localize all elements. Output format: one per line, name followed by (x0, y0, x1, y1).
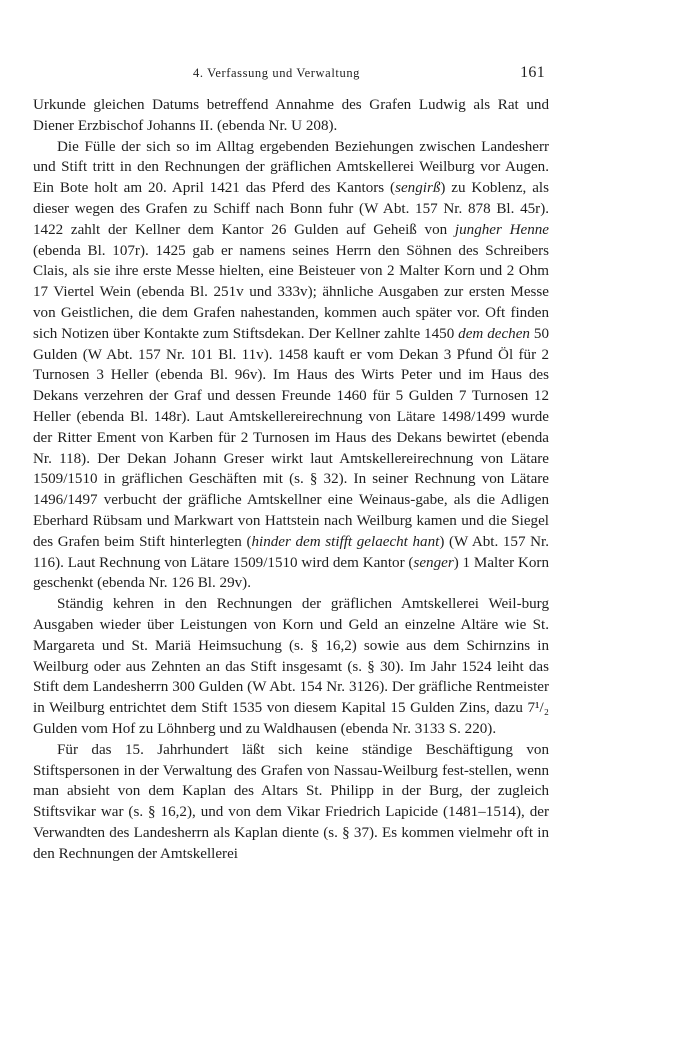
italic-term: jungher Henne (454, 221, 549, 238)
running-title: 4. Verfassung und Verwaltung (193, 66, 361, 80)
text-run: ) 1 Malter Korn geschenkt (ebenda Nr. 126 Bl. 29v). (33, 554, 549, 592)
text-run: 50 Gulden (W Abt. 157 Nr. 101 Bl. 11v). 1458 kauft er vom Dekan 3 Pfund Öl für 2 Turnosen 3 Heller (ebenda Bl. 96v). Im Haus des Wirts Peter und im Haus des Dekans verzehren der Graf und dessen Freunde 1460 für 5 Gulden 7 Turnosen 12 Heller (ebenda Bl. 148r). Laut Amtskellereirechnung von Lätare 1498/1499 wurde der Ritter Ement von Karben für 2 Turnosen im Haus des Dekans bewirtet (ebenda Nr. 118). Der Dekan Johann Greser wirkt laut Amtskellereirechnung von Lätare 1509/1510 in gräflichen Geschäften mit (s. § 32). In seiner Rechnung von Lätare 1496/1497 verbucht der gräfliche Amtskellner eine Weinaus-gabe, als die Adligen Eberhard Rübsam und Markwart von Hattstein nach Weilburg kamen und die Siegel des Grafen beim Stift hinterlegten ( (33, 325, 549, 550)
page-number: 161 (520, 64, 545, 81)
text-run: Urkunde gleichen Datums betreffend Annahme des Grafen Ludwig als Rat und Diener Erzbischof Johanns II. (ebenda Nr. U 208). (33, 97, 549, 134)
text-run: Ständig kehren in den Rechnungen der gräflichen Amtskellerei Weil-burg Ausgaben wieder über Leistungen von Korn und Geld an einzelne Altäre wie St. Margareta und St. Mariä Heimsuchung (s. § 16,2) sowie aus dem Schirnzins in Weilburg oder aus Zehnten an das Stift insgesamt (s. § 30). Im Jahr 1524 leiht das Stift dem Landesherrn 300 Gulden (W Abt. 154 Nr. 3126). Der gräfliche Rentmeister in Weilburg entrichtet dem Stift 1535 von diesem Kapital 15 Gulden Zins, dazu 7¹/₂ Gulden vom Hof zu Löhnberg und zu Waldhausen (ebenda Nr. 3133 S. 220). (33, 596, 549, 737)
body-paragraph (33, 137, 549, 595)
text-run: (ebenda Bl. 107r). 1425 gab er namens seines Herrn den Söhnen des Schreibers Clais, als sie ihre erste Messe hielten, eine Beisteuer von 2 Malter Korn und 2 Ohm 17 Viertel Wein (ebenda Bl. 251v und 333v); ähnliche Ausgaben zur ersten Messe von Geistlichen, die dem Grafen nahestanden, kommen auch später vor. Oft finden sich Notizen über Kontakte zum Stiftsdekan. Der Kellner zahlte 1450 (33, 242, 549, 342)
text-run: ) zu Koblenz, als dieser wegen des Grafen zu Schiff nach Bonn fuhr (W Abt. 157 Nr. 878 Bl. 45r). 1422 zahlt der Kellner dem Kantor 26 Gulden auf Geheiß von (33, 180, 549, 238)
body-text (33, 95, 549, 864)
text-run: ) (W Abt. 157 Nr. 116). Laut Rechnung von Lätare 1509/1510 wird dem Kantor ( (33, 533, 549, 571)
italic-term: sengirß (395, 180, 441, 197)
text-run: Für das 15. Jahrhundert läßt sich keine ständige Beschäftigung von Stiftspersonen in der Verwaltung des Grafen von Nassau-Weilburg fest-stellen, wenn man absieht von dem Kaplan des Altars St. Philipp in der Burg, der zugleich Stiftsvikar war (s. § 16,2), und von dem Vikar Friedrich Lapicide (1481–1514), der Verwandten des Landesherrn als Kaplan diente (s. § 37). Es kommen vielmehr oft in den Rechnungen der Amtskellerei (33, 741, 549, 862)
body-paragraph (33, 95, 549, 137)
italic-term: dem dechen (458, 325, 530, 342)
italic-term: senger (413, 554, 454, 571)
body-paragraph (33, 594, 549, 740)
text-run: Die Fülle der sich so im Alltag ergebenden Beziehungen zwischen Landesherr und Stift tritt in den Rechnungen der gräflichen Amtskellerei Weilburg vor Augen. Ein Bote holt am 20. April 1421 das Pferd des Kantors ( (33, 138, 549, 197)
italic-term: hinder dem stifft gelaecht hant (251, 533, 440, 550)
page-header (33, 64, 545, 82)
body-paragraph (33, 740, 549, 865)
